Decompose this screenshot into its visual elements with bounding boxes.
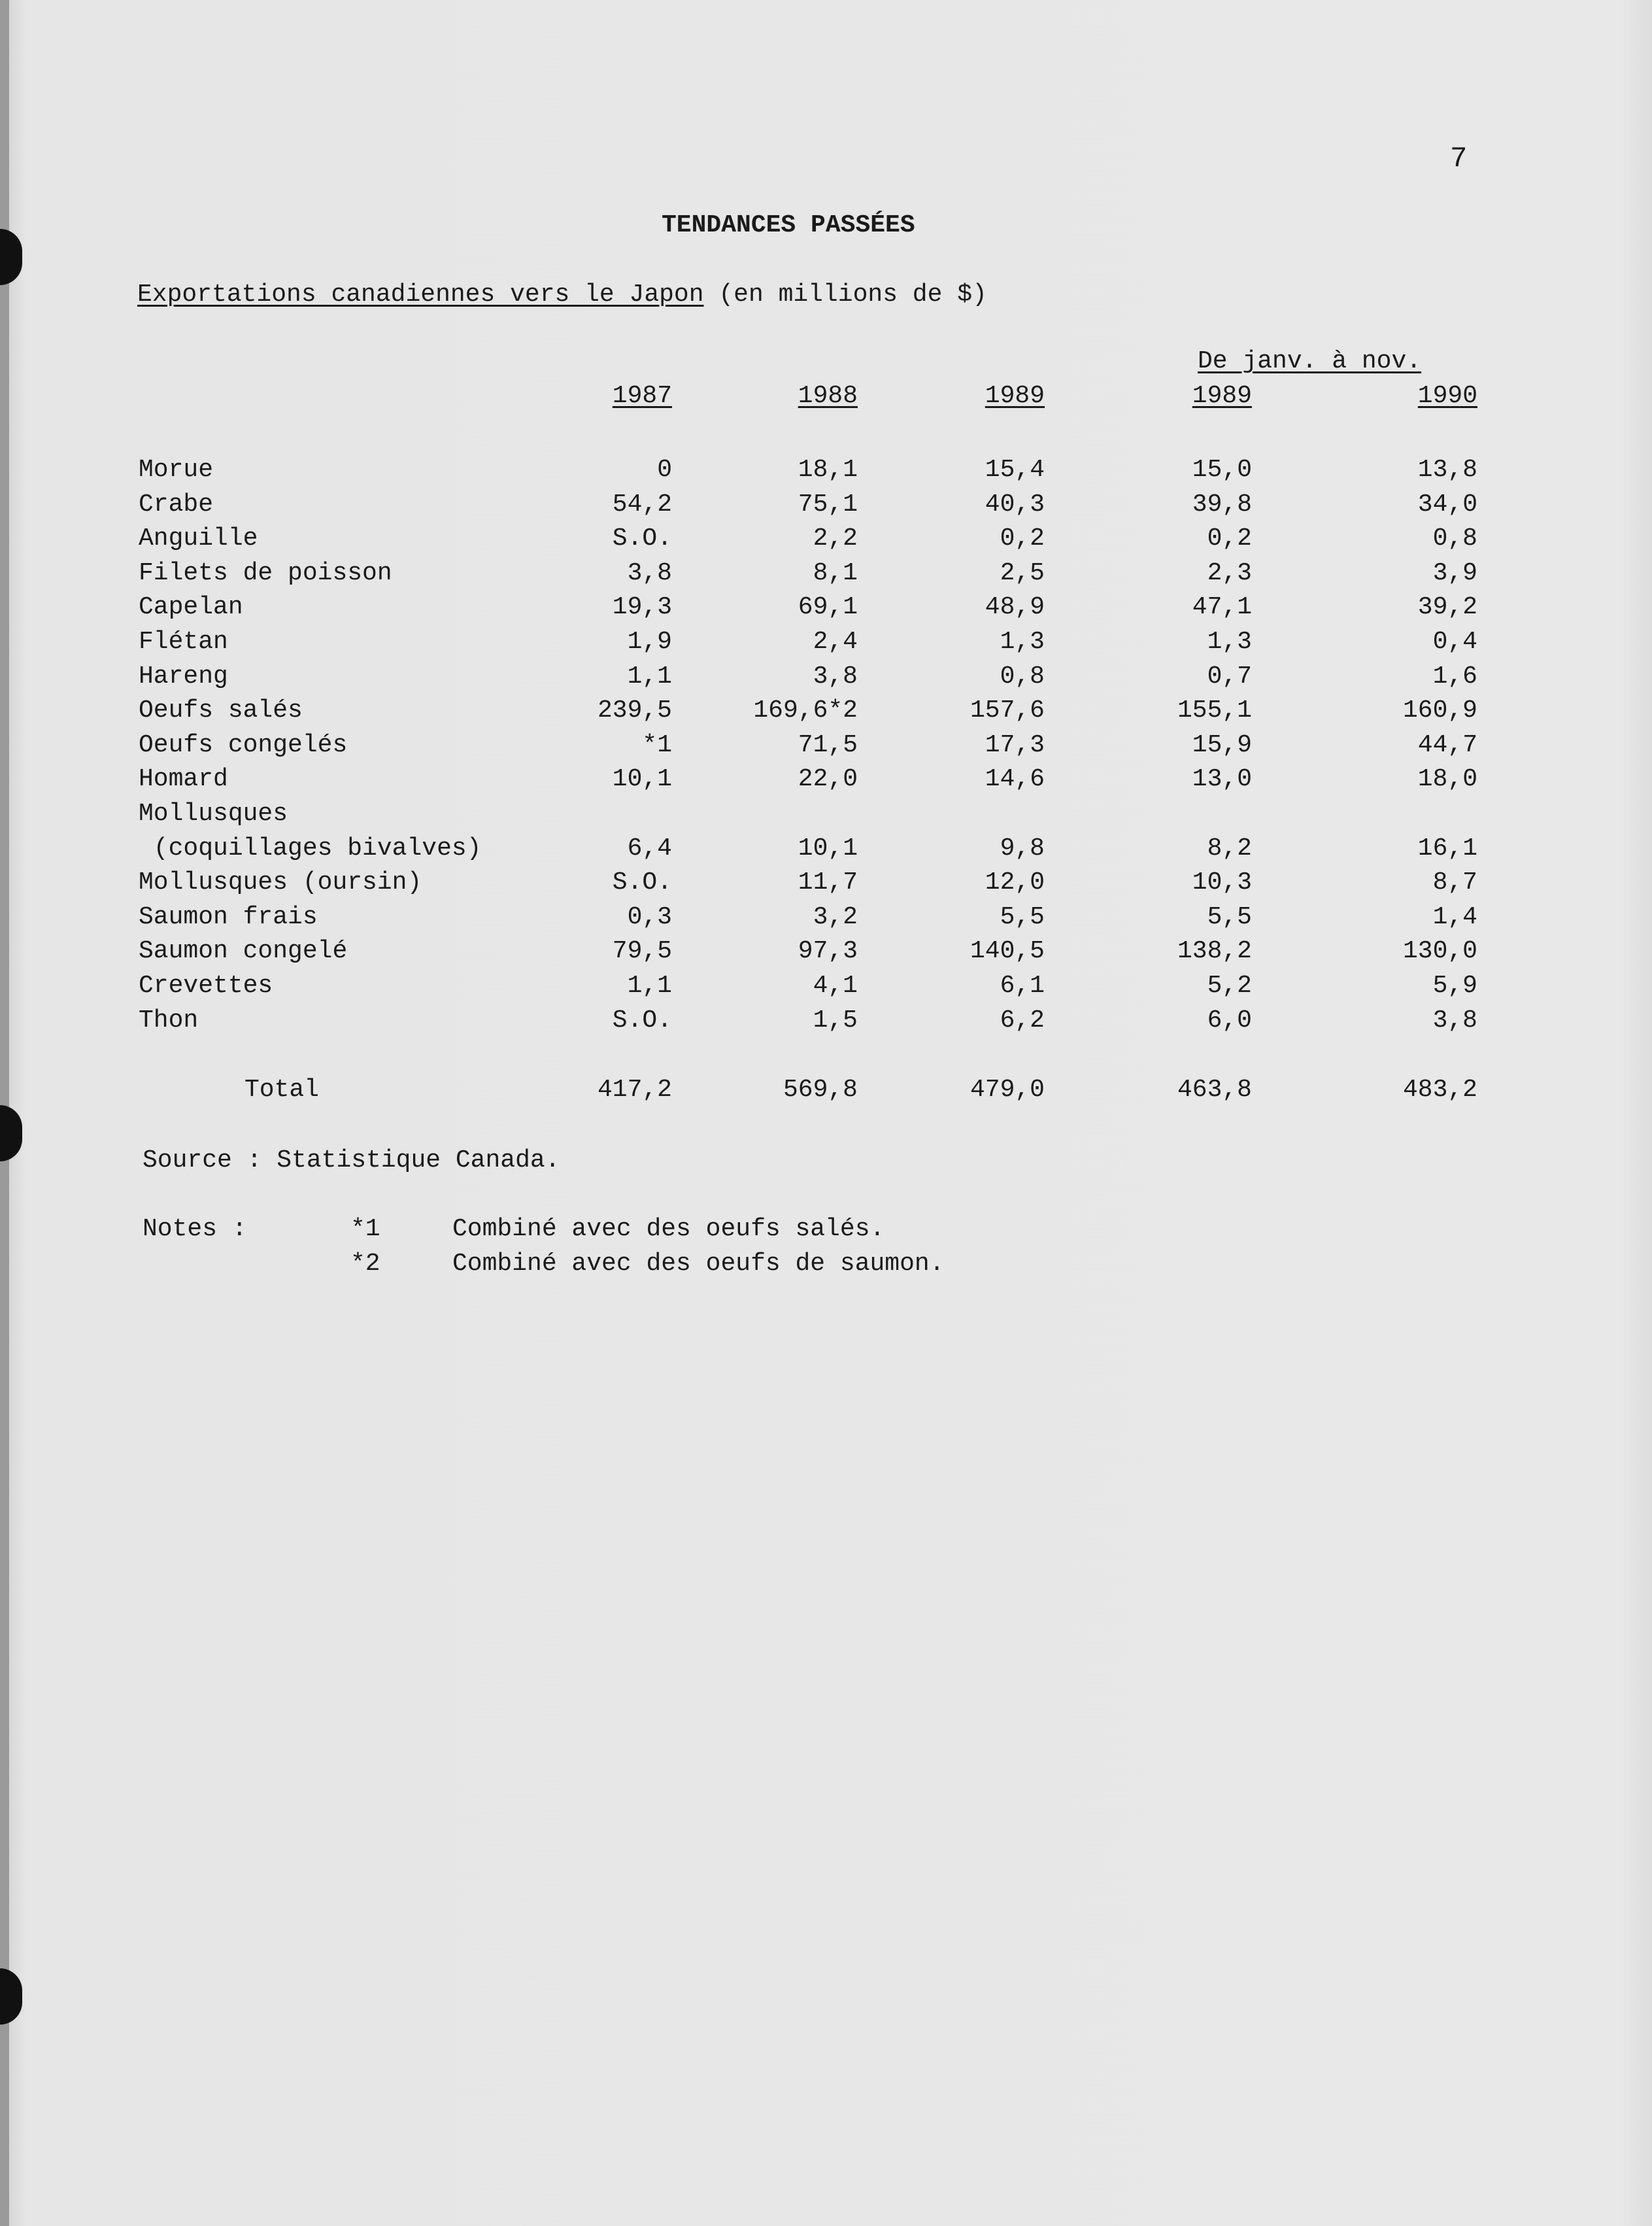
column-header-1990: 1990 bbox=[1417, 382, 1477, 410]
table-cell: 34,0 bbox=[1417, 490, 1477, 519]
table-cell: 48,9 bbox=[985, 593, 1045, 622]
row-label: Oeufs congelés bbox=[139, 730, 348, 759]
table-cell: 0 bbox=[657, 456, 672, 484]
total-cell: 483,2 bbox=[1402, 1076, 1477, 1104]
table-cell: 169,6*2 bbox=[753, 696, 858, 725]
table-cell: 8,7 bbox=[1432, 868, 1477, 897]
table-cell: 97,3 bbox=[798, 937, 858, 966]
total-cell: 569,8 bbox=[783, 1076, 858, 1104]
table-cell: 1,6 bbox=[1432, 662, 1477, 691]
row-label: Flétan bbox=[139, 628, 228, 656]
table-cell: 8,2 bbox=[1207, 834, 1252, 863]
total-label: Total bbox=[244, 1076, 320, 1104]
table-cell: 9,8 bbox=[1000, 834, 1045, 863]
row-label: Morue bbox=[139, 456, 214, 484]
note-mark: *1 bbox=[350, 1215, 380, 1243]
row-label: Mollusques bbox=[139, 800, 288, 828]
row-label: Hareng bbox=[139, 662, 228, 691]
table-cell: 40,3 bbox=[985, 490, 1045, 519]
table-cell: 0,8 bbox=[1000, 662, 1045, 691]
table-cell: 0,8 bbox=[1432, 524, 1477, 553]
table-cell: 14,6 bbox=[985, 765, 1045, 794]
table-cell: 3,2 bbox=[813, 902, 858, 931]
table-cell: 155,1 bbox=[1177, 696, 1252, 725]
table-cell: 8,1 bbox=[813, 558, 858, 587]
punch-hole bbox=[0, 1968, 22, 2025]
note-text: Combiné avec des oeufs salés. bbox=[452, 1215, 885, 1243]
table-cell: 2,3 bbox=[1207, 558, 1252, 587]
table-cell: 3,8 bbox=[627, 558, 672, 587]
page-title: TENDANCES PASSÉES bbox=[662, 211, 915, 239]
table-cell: 54,2 bbox=[612, 490, 672, 519]
table-cell: 5,9 bbox=[1432, 972, 1477, 1000]
table-cell: 69,1 bbox=[798, 593, 858, 622]
table-cell: 4,1 bbox=[813, 972, 858, 1000]
column-header-1989: 1989 bbox=[1192, 382, 1252, 410]
table-cell: 16,1 bbox=[1417, 834, 1477, 863]
table-cell: 0,2 bbox=[1000, 524, 1045, 553]
table-cell: 2,5 bbox=[1000, 558, 1045, 587]
table-caption-unit: (en millions de $) bbox=[703, 281, 987, 309]
row-label: (coquillages bivalves) bbox=[139, 834, 482, 863]
table-cell: 3,8 bbox=[813, 662, 858, 691]
table-cell: 1,1 bbox=[627, 662, 672, 691]
table-cell: 13,8 bbox=[1417, 456, 1477, 484]
table-cell: 15,0 bbox=[1192, 456, 1252, 484]
table-cell: 6,1 bbox=[1000, 972, 1045, 1000]
row-label: Saumon frais bbox=[139, 902, 318, 931]
table-cell: 5,2 bbox=[1207, 972, 1252, 1000]
note-text: Combiné avec des oeufs de saumon. bbox=[452, 1250, 945, 1278]
table-cell: 5,5 bbox=[1000, 902, 1045, 931]
row-label: Crabe bbox=[139, 490, 214, 519]
table-cell: 44,7 bbox=[1417, 730, 1477, 759]
period-header: De janv. à nov. bbox=[1198, 347, 1422, 375]
table-cell: 160,9 bbox=[1402, 696, 1477, 725]
table-cell: 15,4 bbox=[985, 456, 1045, 484]
table-cell: 15,9 bbox=[1192, 730, 1252, 759]
row-label: Oeufs salés bbox=[139, 696, 303, 725]
table-cell: 11,7 bbox=[798, 868, 858, 897]
table-cell: 39,8 bbox=[1192, 490, 1252, 519]
row-label: Anguille bbox=[139, 524, 258, 553]
table-cell: 0,4 bbox=[1432, 628, 1477, 656]
column-header-1987: 1987 bbox=[612, 382, 672, 410]
table-cell: 22,0 bbox=[798, 765, 858, 794]
table-cell: 1,1 bbox=[627, 972, 672, 1000]
note-mark: *2 bbox=[350, 1250, 380, 1278]
table-cell: 1,5 bbox=[813, 1006, 858, 1035]
punch-hole bbox=[0, 1105, 22, 1161]
total-cell: 463,8 bbox=[1177, 1076, 1252, 1104]
column-header-1988: 1988 bbox=[798, 382, 858, 410]
table-cell: S.O. bbox=[612, 524, 672, 553]
table-cell: 10,1 bbox=[612, 765, 672, 794]
table-cell: 12,0 bbox=[985, 868, 1045, 897]
table-cell: 75,1 bbox=[798, 490, 858, 519]
row-label: Filets de poisson bbox=[139, 558, 392, 587]
table-cell: 19,3 bbox=[612, 593, 672, 622]
table-cell: 0,7 bbox=[1207, 662, 1252, 691]
table-cell: 47,1 bbox=[1192, 593, 1252, 622]
table-cell: 157,6 bbox=[969, 696, 1045, 725]
table-cell: 3,9 bbox=[1432, 558, 1477, 587]
row-label: Saumon congelé bbox=[139, 937, 348, 966]
row-label: Thon bbox=[139, 1006, 199, 1035]
source-note: Source : Statistique Canada. bbox=[143, 1146, 560, 1174]
row-label: Mollusques (oursin) bbox=[139, 868, 422, 897]
table-cell: 1,9 bbox=[627, 628, 672, 656]
total-cell: 417,2 bbox=[597, 1076, 672, 1104]
table-caption bbox=[137, 280, 987, 310]
table-cell: 10,1 bbox=[798, 834, 858, 863]
table-cell: 79,5 bbox=[612, 937, 672, 966]
table-cell: 5,5 bbox=[1207, 902, 1252, 931]
total-cell: 479,0 bbox=[969, 1076, 1045, 1104]
table-cell: *1 bbox=[642, 730, 672, 759]
table-cell: 0,3 bbox=[627, 902, 672, 931]
table-cell: 10,3 bbox=[1192, 868, 1252, 897]
table-cell: 71,5 bbox=[798, 730, 858, 759]
table-cell: 138,2 bbox=[1177, 937, 1252, 966]
table-cell: 2,2 bbox=[813, 524, 858, 553]
table-cell: 17,3 bbox=[985, 730, 1045, 759]
table-cell: 6,2 bbox=[1000, 1006, 1045, 1035]
row-label: Capelan bbox=[139, 593, 243, 622]
table-cell: 130,0 bbox=[1402, 937, 1477, 966]
table-cell: 39,2 bbox=[1417, 593, 1477, 622]
table-cell: 3,8 bbox=[1432, 1006, 1477, 1035]
table-cell: 1,4 bbox=[1432, 902, 1477, 931]
table-caption-underlined: Exportations canadiennes vers le Japon bbox=[137, 281, 704, 309]
table-cell: 0,2 bbox=[1207, 524, 1252, 553]
page-number: 7 bbox=[1450, 143, 1468, 175]
table-cell: 18,0 bbox=[1417, 765, 1477, 794]
table-cell: 1,3 bbox=[1207, 628, 1252, 656]
table-cell: 140,5 bbox=[969, 937, 1045, 966]
table-cell: 239,5 bbox=[597, 696, 672, 725]
notes-label: Notes : bbox=[143, 1215, 247, 1243]
table-cell: 1,3 bbox=[1000, 628, 1045, 656]
table-cell: S.O. bbox=[612, 1006, 672, 1035]
row-label: Homard bbox=[139, 765, 228, 794]
row-label: Crevettes bbox=[139, 972, 273, 1000]
table-cell: 13,0 bbox=[1192, 765, 1252, 794]
table-cell: 6,0 bbox=[1207, 1006, 1252, 1035]
column-header-1989: 1989 bbox=[985, 382, 1045, 410]
punch-hole bbox=[0, 229, 22, 285]
table-cell: 18,1 bbox=[798, 456, 858, 484]
table-cell: S.O. bbox=[612, 868, 672, 897]
table-cell: 2,4 bbox=[813, 628, 858, 656]
table-cell: 6,4 bbox=[627, 834, 672, 863]
